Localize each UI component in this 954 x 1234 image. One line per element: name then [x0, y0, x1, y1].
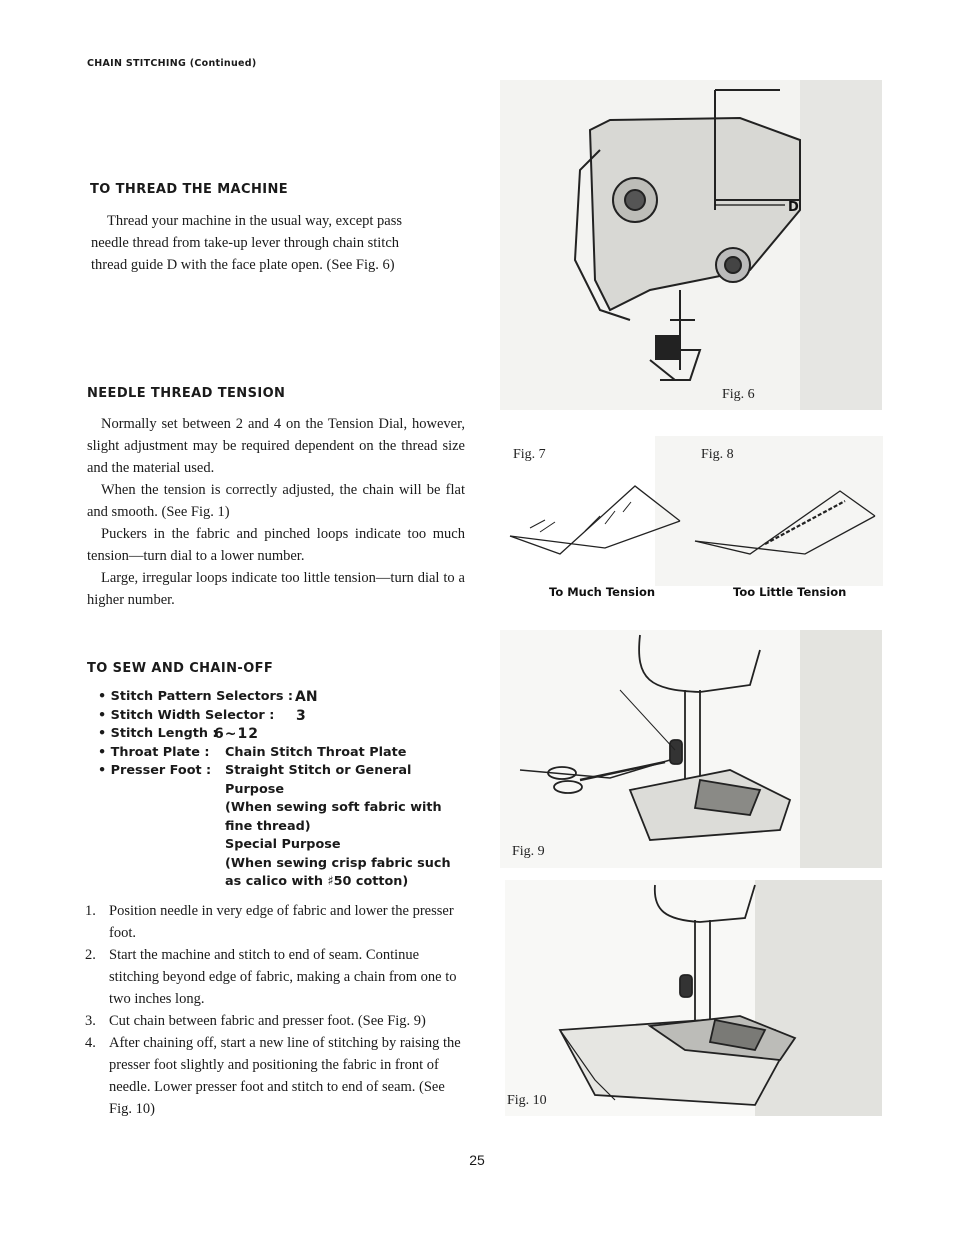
setting-value: 3	[296, 707, 306, 724]
step-item	[85, 1032, 465, 1120]
setting-label: • Stitch Width Selector :	[98, 707, 275, 723]
steps-list	[85, 900, 465, 1120]
step-number: 2.	[85, 947, 96, 963]
setting-value: AN	[295, 689, 318, 705]
fig7-caption: To Much Tension	[549, 585, 656, 599]
tension-paragraph: Puckers in the fabric and pinched loops indicate too much tension—turn dial to a lower number.	[87, 526, 465, 564]
fig6-machine-illustration	[500, 80, 882, 410]
fig9-cutting-illustration	[500, 630, 882, 868]
step-text: Cut chain between fabric and presser foot. (See Fig. 9)	[109, 1013, 426, 1029]
thread-machine-text	[91, 210, 469, 276]
fig8-caption: Too Little Tension	[733, 585, 847, 599]
fig10-label: Fig. 10	[507, 1093, 547, 1108]
setting-row	[98, 836, 536, 855]
setting-row	[98, 855, 536, 892]
fig6-label: Fig. 6	[722, 387, 755, 402]
fig6-callout-d: D	[788, 200, 799, 215]
setting-label: • Presser Foot :	[98, 763, 212, 778]
setting-row	[98, 688, 536, 707]
setting-value: Straight Stitch or General Purpose	[225, 763, 412, 797]
thread-line-2: needle thread from take-up lever through chain stitch	[91, 235, 400, 251]
step-text: After chaining off, start a new line of stitching by raising the presser foot slightly and positioning the fabric in front of needle. Lower presser foot and stitch to end of seam. (See Fig. 10)	[109, 1035, 461, 1117]
setting-label: • Stitch Pattern Selectors :	[98, 689, 294, 704]
setting-label: • Stitch Length :	[98, 726, 218, 741]
setting-value: Special Purpose	[225, 837, 341, 852]
step-item	[85, 1010, 465, 1032]
section-title-thread-machine: TO THREAD THE MACHINE	[90, 182, 289, 197]
fig9-label: Fig. 9	[512, 844, 545, 859]
thread-line-3: thread guide D with the face plate open. (See Fig. 6)	[91, 257, 395, 273]
needle-tension-text	[87, 413, 465, 611]
step-item	[85, 900, 465, 944]
setting-value: (When sewing crisp fabric such as calico with ♯50 cotton)	[225, 855, 451, 889]
step-number: 1.	[85, 903, 96, 919]
fig7-fig8-tension-diagrams	[505, 436, 883, 606]
setting-row	[98, 707, 536, 726]
thread-line-1: Thread your machine in the usual way, except pass	[107, 213, 402, 229]
tension-paragraph: Normally set between 2 and 4 on the Tension Dial, however, slight adjustment may be required dependent on the thread size and the material used.	[87, 416, 465, 476]
step-number: 3.	[85, 1013, 96, 1029]
settings-list	[98, 688, 536, 892]
section-title-sew-chain-off: TO SEW AND CHAIN-OFF	[87, 661, 274, 676]
setting-row	[98, 799, 536, 836]
step-number: 4.	[85, 1035, 96, 1051]
fig8-label: Fig. 8	[701, 447, 734, 462]
setting-value: Chain Stitch Throat Plate	[225, 744, 407, 760]
step-text: Start the machine and stitch to end of seam. Continue stitching beyond edge of fabric, making a chain from one to two inches long.	[109, 947, 457, 1007]
tension-paragraph: When the tension is correctly adjusted, the chain will be flat and smooth. (See Fig. 1)	[87, 482, 465, 520]
page-number: 25	[469, 1152, 485, 1168]
setting-value: (When sewing soft fabric with fine thread)	[225, 800, 442, 834]
setting-row	[98, 762, 536, 799]
fig10-restart-illustration	[505, 880, 882, 1116]
setting-value: 6~12	[214, 726, 259, 742]
setting-label	[98, 836, 225, 855]
section-title-needle-tension: NEEDLE THREAD TENSION	[87, 386, 286, 401]
setting-row	[98, 744, 536, 763]
running-head: CHAIN STITCHING (Continued)	[87, 58, 257, 69]
step-text: Position needle in very edge of fabric and lower the presser foot.	[109, 903, 454, 941]
setting-label: • Throat Plate :	[98, 744, 210, 760]
setting-label	[98, 799, 225, 836]
setting-label	[98, 855, 225, 892]
step-item	[85, 944, 465, 1010]
fig7-label: Fig. 7	[513, 447, 546, 462]
setting-row	[98, 725, 536, 744]
tension-paragraph: Large, irregular loops indicate too little tension—turn dial to a higher number.	[87, 570, 465, 608]
